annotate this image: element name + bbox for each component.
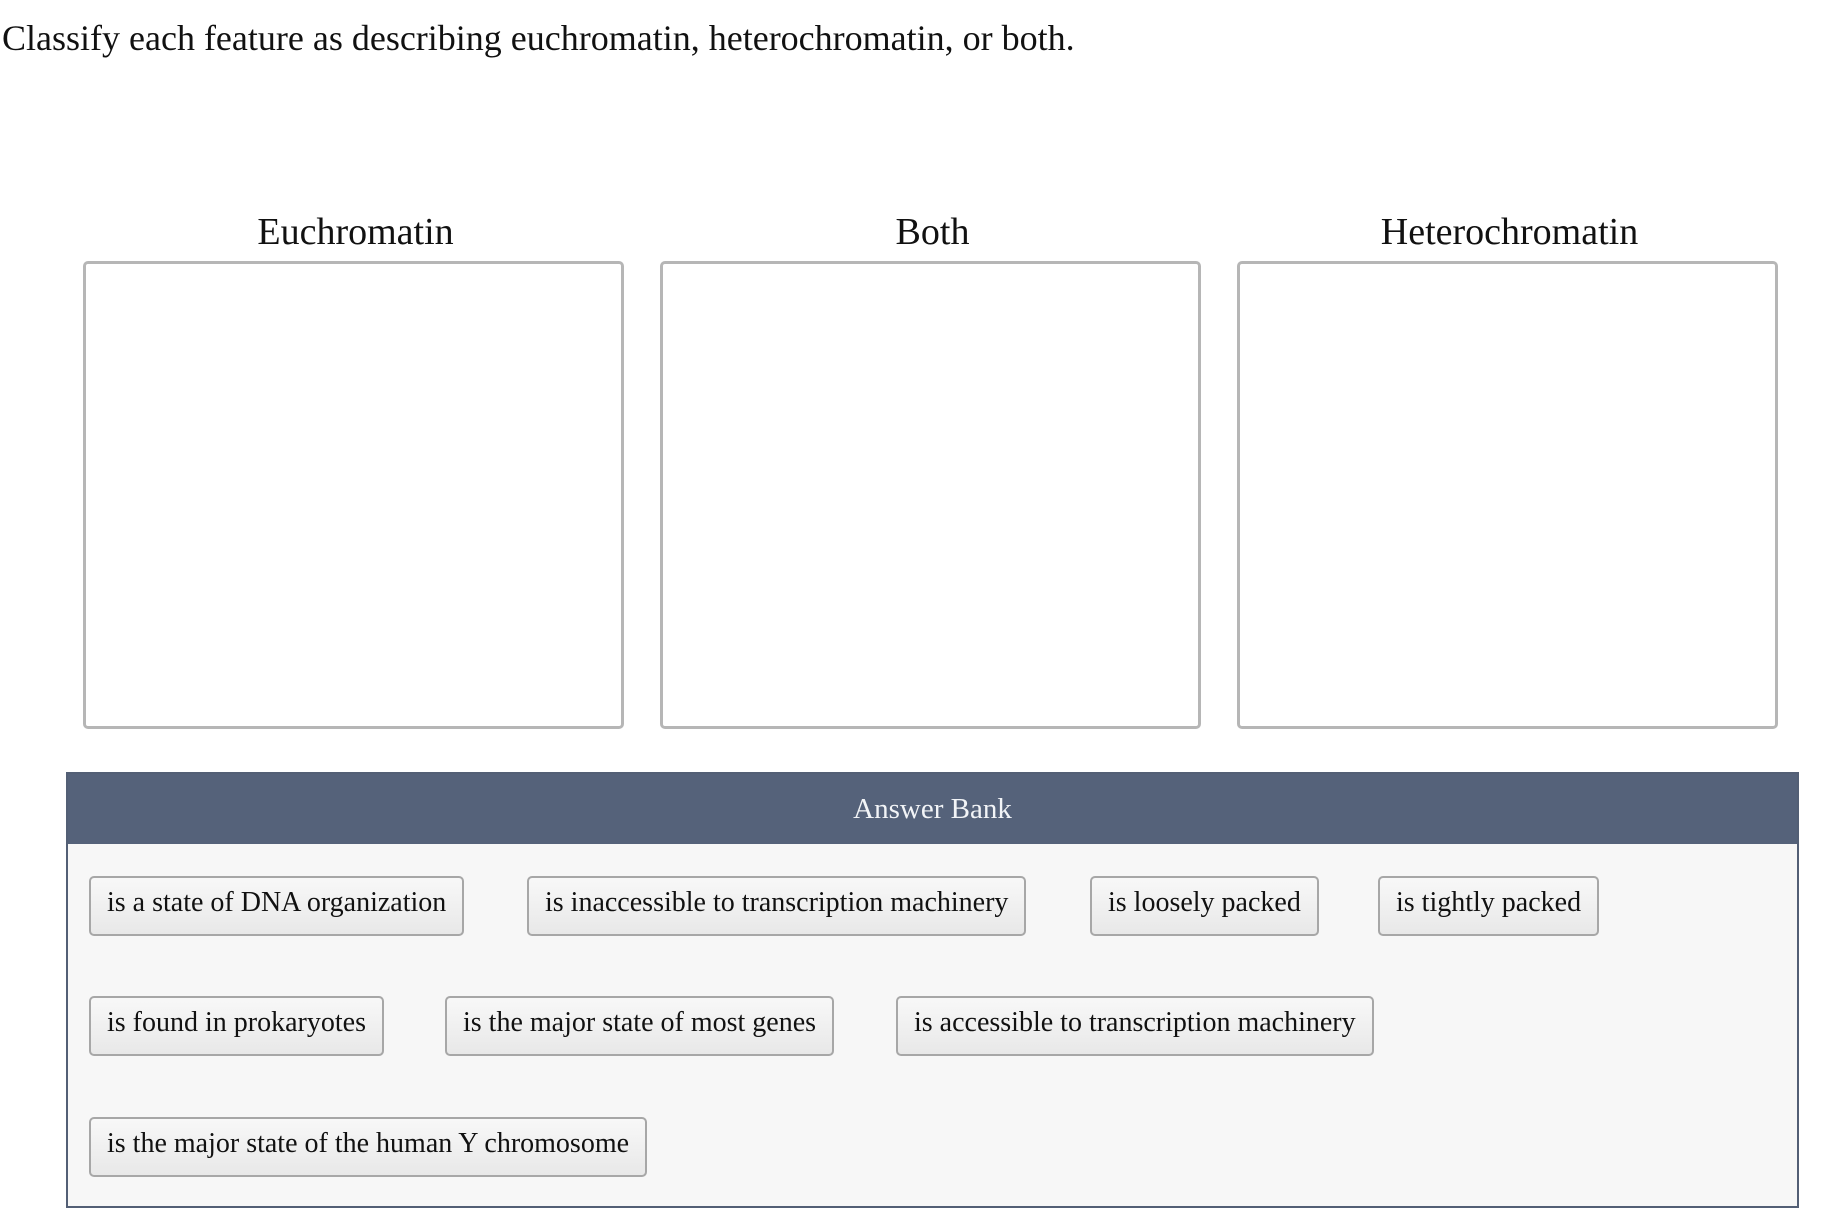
answer-bank — [66, 772, 1799, 1208]
answer-chip-loosely-packed[interactable]: is loosely packed — [1090, 876, 1319, 936]
answer-chip-major-state-most-genes[interactable]: is the major state of most genes — [445, 996, 834, 1056]
answer-chip-inaccessible-transcription[interactable]: is inaccessible to transcription machinery — [527, 876, 1026, 936]
bin-title-euchromatin: Euchromatin — [257, 211, 454, 253]
bin-title-both: Both — [895, 211, 970, 253]
drop-zone-heterochromatin[interactable] — [1237, 261, 1778, 729]
answer-chip-human-y-chromosome[interactable]: is the major state of the human Y chromosome — [89, 1117, 647, 1177]
instructions-text: Classify each feature as describing euchromatin, heterochromatin, or both. — [2, 18, 1075, 58]
answer-chip-tightly-packed[interactable]: is tightly packed — [1378, 876, 1599, 936]
answer-chip-accessible-transcription[interactable]: is accessible to transcription machinery — [896, 996, 1374, 1056]
answer-chip-dna-organization[interactable]: is a state of DNA organization — [89, 876, 464, 936]
bin-title-heterochromatin: Heterochromatin — [1380, 211, 1639, 253]
drop-zone-both[interactable] — [660, 261, 1201, 729]
drop-zone-euchromatin[interactable] — [83, 261, 624, 729]
answer-chip-prokaryotes[interactable]: is found in prokaryotes — [89, 996, 384, 1056]
answer-bank-title: Answer Bank — [68, 774, 1797, 844]
